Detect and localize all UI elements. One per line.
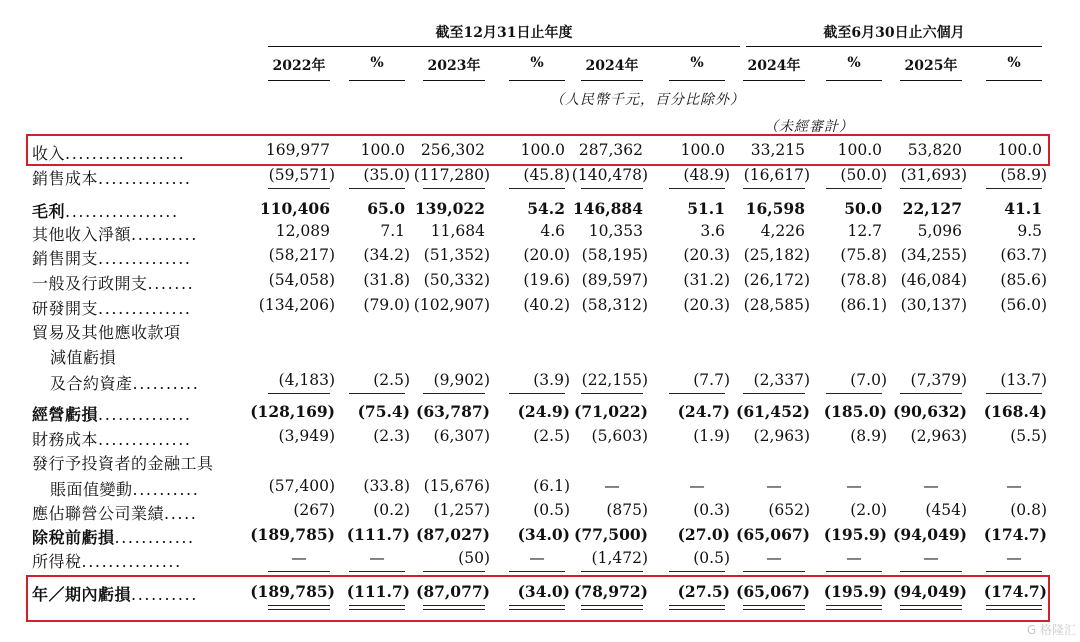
subtotal-underline [268, 571, 330, 572]
column-header-rule [423, 80, 485, 81]
row-label [32, 525, 195, 548]
table-cell: (61,452) [736, 402, 810, 421]
row-label-text: 發行予投資者的金融工具 [32, 454, 214, 473]
watermark-logo: G 格隆汇 [1026, 623, 1076, 637]
table-cell: (20.3) [683, 246, 730, 264]
row-label [50, 477, 199, 500]
table-cell: (875) [606, 501, 648, 519]
table-cell: (174.7) [983, 582, 1047, 601]
table-cell: (24.9) [517, 402, 570, 421]
table-cell: (58,217) [268, 246, 335, 264]
table-cell: 51.1 [687, 199, 725, 218]
table-cell: (90,632) [893, 402, 967, 421]
table-cell: (28,585) [743, 296, 810, 314]
table-cell: — [1006, 477, 1022, 495]
row-label [32, 271, 194, 294]
column-header: % [1007, 55, 1021, 71]
table-cell: (65,067) [736, 582, 810, 601]
column-header: % [847, 55, 861, 71]
table-cell: 4.6 [540, 222, 565, 240]
row-label [32, 222, 198, 245]
row-label-text: 其他收入淨額 [32, 225, 132, 244]
table-cell: — [846, 477, 862, 495]
table-cell: 33,215 [750, 141, 805, 159]
row-label-text: 貿易及其他應收款項 [32, 323, 181, 342]
table-cell: (1,472) [591, 549, 648, 567]
table-cell: (87,077) [416, 582, 490, 601]
subtotal-underline [268, 188, 330, 189]
table-cell: (54,058) [268, 271, 335, 289]
row-leader-dots: ............... [81, 552, 182, 571]
table-cell: 11,684 [430, 222, 485, 240]
table-cell: (5.5) [1010, 427, 1047, 445]
table-cell: 22,127 [902, 199, 962, 218]
table-cell: 256,302 [420, 141, 485, 159]
table-cell: (27.0) [677, 525, 730, 544]
table-cell: (7.7) [693, 371, 730, 389]
table-cell: — [923, 477, 939, 495]
group-title-full-year: 截至12月31日止年度 [435, 25, 573, 41]
table-cell: (2.5) [533, 427, 570, 445]
subtotal-underline [423, 188, 485, 189]
table-cell: (174.7) [983, 525, 1047, 544]
table-cell: 5,096 [917, 222, 962, 240]
table-cell: — [766, 549, 782, 567]
table-cell: — [923, 549, 939, 567]
table-cell: (58.9) [1000, 166, 1047, 184]
table-cell: 54.2 [527, 199, 565, 218]
table-cell: (195.9) [823, 525, 887, 544]
table-cell: (63,787) [416, 402, 490, 421]
table-cell: (168.4) [983, 402, 1047, 421]
table-cell: (7.0) [850, 371, 887, 389]
table-cell: 16,598 [745, 199, 805, 218]
column-header-rule [349, 80, 405, 81]
subtotal-underline [826, 188, 882, 189]
table-cell: (34,255) [900, 246, 967, 264]
column-header-rule [669, 80, 725, 81]
row-leader-dots: ................. [65, 202, 179, 221]
table-cell: (2,963) [753, 427, 810, 445]
table-cell: 100.0 [680, 141, 725, 159]
table-cell: (20.3) [683, 296, 730, 314]
row-leader-dots: ............ [114, 528, 195, 547]
table-cell: (267) [293, 501, 335, 519]
group-rule-full-year [268, 46, 740, 47]
row-label [32, 402, 192, 425]
table-cell: (2,337) [753, 371, 810, 389]
table-cell: (0.5) [533, 501, 570, 519]
table-cell: (652) [768, 501, 810, 519]
highlight-box-net-loss [26, 575, 1050, 622]
subtotal-underline [743, 188, 805, 189]
subtotal-underline [669, 393, 725, 394]
table-cell: (34.0) [517, 525, 570, 544]
table-cell: 65.0 [367, 199, 405, 218]
table-cell: (22,155) [581, 371, 648, 389]
table-cell: 169,977 [265, 141, 330, 159]
table-cell: (8.9) [850, 427, 887, 445]
table-cell: (71,022) [574, 402, 648, 421]
row-label [32, 320, 181, 343]
table-cell: (46,084) [900, 271, 967, 289]
table-cell: (2,963) [910, 427, 967, 445]
table-cell: 139,022 [414, 199, 485, 218]
row-label-text: 年／期內虧損 [32, 585, 132, 604]
row-leader-dots: .............. [98, 430, 192, 449]
column-header: 2022年 [272, 58, 326, 74]
table-cell: — [291, 549, 307, 567]
row-label [32, 199, 179, 222]
table-cell: (1,257) [433, 501, 490, 519]
table-cell: 10,353 [588, 222, 643, 240]
table-cell: (75.4) [357, 402, 410, 421]
table-cell: 100.0 [520, 141, 565, 159]
table-cell: (7,379) [910, 371, 967, 389]
table-cell: 12.7 [847, 222, 882, 240]
table-cell: (50.0) [840, 166, 887, 184]
subtotal-underline [900, 571, 962, 572]
row-label-text: 研發開支 [32, 299, 99, 318]
table-cell: (34.0) [517, 582, 570, 601]
table-cell: — [369, 549, 385, 567]
highlight-box-revenue [26, 134, 1050, 166]
row-label-text: 銷售成本 [32, 169, 99, 188]
column-header: 2025年 [904, 58, 958, 74]
table-cell: (6,307) [433, 427, 490, 445]
row-leader-dots: .......... [131, 585, 198, 604]
table-cell: — [529, 549, 545, 567]
column-header: 2024年 [585, 58, 639, 74]
table-cell: (0.3) [693, 501, 730, 519]
table-cell: (185.0) [823, 402, 887, 421]
table-cell: (15,676) [423, 477, 490, 495]
row-leader-dots: .......... [132, 374, 200, 393]
subtotal-underline [349, 571, 405, 572]
subtotal-underline [986, 571, 1042, 572]
row-leader-dots: .............. [98, 169, 192, 188]
table-cell: (89,597) [581, 271, 648, 289]
subtotal-underline [509, 571, 565, 572]
table-cell: (0.5) [693, 549, 730, 567]
table-cell: 146,884 [572, 199, 643, 218]
table-cell: (454) [925, 501, 967, 519]
unaudited-note: （未經審計） [764, 119, 854, 135]
table-cell: 110,406 [259, 199, 330, 218]
table-cell: (78.8) [840, 271, 887, 289]
table-cell: (33.8) [363, 477, 410, 495]
row-label-text: 銷售開支 [32, 249, 99, 268]
table-cell: (117,280) [413, 166, 490, 184]
table-cell: 7.1 [380, 222, 405, 240]
table-cell: (25,182) [743, 246, 810, 264]
table-cell: 53,820 [907, 141, 962, 159]
subtotal-underline [509, 393, 565, 394]
table-cell: (2.3) [373, 427, 410, 445]
row-label [50, 345, 116, 368]
table-cell: (31.2) [683, 271, 730, 289]
table-cell: (78,972) [574, 582, 648, 601]
table-cell: (16,617) [743, 166, 810, 184]
subtotal-underline [268, 393, 330, 394]
table-cell: 12,089 [275, 222, 330, 240]
table-cell: (134,206) [258, 296, 335, 314]
table-cell: (56.0) [1000, 296, 1047, 314]
column-header: % [530, 55, 544, 71]
subtotal-underline [581, 393, 643, 394]
row-label-text: 賬面值變動 [50, 480, 133, 499]
table-cell: 41.1 [1004, 199, 1042, 218]
table-cell: (27.5) [677, 582, 730, 601]
subtotal-underline [826, 393, 882, 394]
unit-note: （人民幣千元，百分比除外） [550, 92, 745, 108]
table-cell: 3.6 [700, 222, 725, 240]
table-cell: (189,785) [250, 582, 335, 601]
row-label [32, 427, 192, 450]
row-leader-dots: .............. [98, 299, 192, 318]
column-header: 2023年 [427, 58, 481, 74]
table-cell: 4,226 [760, 222, 805, 240]
table-cell: (94,049) [893, 525, 967, 544]
table-cell: (86.1) [840, 296, 887, 314]
row-label-text: 應佔聯營公司業績 [32, 504, 165, 523]
table-cell: (77,500) [574, 525, 648, 544]
row-leader-dots: ..... [164, 504, 198, 523]
table-cell: (79.0) [363, 296, 410, 314]
column-header-rule [986, 80, 1042, 81]
row-label [32, 246, 192, 269]
table-cell: (189,785) [250, 525, 335, 544]
table-cell: (59,571) [268, 166, 335, 184]
table-cell: (111.7) [346, 582, 410, 601]
subtotal-underline [900, 188, 962, 189]
row-label [50, 371, 199, 394]
row-label-text: 財務成本 [32, 430, 99, 449]
row-label [32, 451, 214, 474]
column-header-rule [743, 80, 805, 81]
table-cell: (20.0) [523, 246, 570, 264]
row-leader-dots: ....... [147, 274, 195, 293]
table-cell: (40.2) [523, 296, 570, 314]
table-cell: 9.5 [1017, 222, 1042, 240]
table-cell: (6.1) [533, 477, 570, 495]
table-cell: (51,352) [423, 246, 490, 264]
table-cell: (3.9) [533, 371, 570, 389]
row-leader-dots: .................. [65, 144, 186, 163]
row-label-text: 所得稅 [32, 552, 82, 571]
row-label [32, 501, 197, 524]
subtotal-underline [743, 393, 805, 394]
table-cell: (58,195) [581, 246, 648, 264]
table-cell: (128,169) [250, 402, 335, 421]
table-cell: (1.9) [693, 427, 730, 445]
subtotal-underline [349, 188, 405, 189]
table-cell: (140,478) [571, 166, 648, 184]
table-cell: — [689, 477, 705, 495]
column-header-rule [268, 80, 330, 81]
table-cell: (45.8) [523, 166, 570, 184]
column-header: 2024年 [747, 58, 801, 74]
row-label [32, 549, 182, 572]
table-cell: (195.9) [823, 582, 887, 601]
table-cell: (85.6) [1000, 271, 1047, 289]
table-cell: (65,067) [736, 525, 810, 544]
group-title-six-months: 截至6月30日止六個月 [823, 25, 965, 41]
table-cell: (31,693) [900, 166, 967, 184]
row-leader-dots: .......... [131, 225, 198, 244]
table-cell: (31.8) [363, 271, 410, 289]
subtotal-underline [423, 393, 485, 394]
table-cell: (75.8) [840, 246, 887, 264]
table-cell: (30,137) [900, 296, 967, 314]
table-cell: — [846, 549, 862, 567]
column-header-rule [581, 80, 643, 81]
row-label-text: 經營虧損 [32, 405, 99, 424]
table-cell: (63.7) [1000, 246, 1047, 264]
table-cell: (58,312) [581, 296, 648, 314]
subtotal-underline [581, 188, 643, 189]
table-cell: (111.7) [346, 525, 410, 544]
table-cell: (34.2) [363, 246, 410, 264]
table-cell: — [604, 477, 620, 495]
table-cell: (87,027) [416, 525, 490, 544]
subtotal-underline [743, 571, 805, 572]
subtotal-underline [581, 571, 643, 572]
column-header-rule [900, 80, 962, 81]
table-cell: (24.7) [677, 402, 730, 421]
row-leader-dots: .......... [132, 480, 200, 499]
subtotal-underline [509, 188, 565, 189]
row-label-text: 除稅前虧損 [32, 528, 115, 547]
row-label-text: 毛利 [32, 202, 66, 221]
table-cell: (0.2) [373, 501, 410, 519]
row-label [32, 166, 192, 189]
table-cell: 100.0 [997, 141, 1042, 159]
table-cell: (48.9) [683, 166, 730, 184]
table-cell: (2.0) [850, 501, 887, 519]
table-cell: (19.6) [523, 271, 570, 289]
group-rule-six-months [746, 46, 1042, 47]
table-cell: (3,949) [278, 427, 335, 445]
row-leader-dots: .............. [98, 249, 192, 268]
subtotal-underline [900, 393, 962, 394]
table-cell: — [766, 477, 782, 495]
table-cell: (50,332) [423, 271, 490, 289]
table-cell: (13.7) [1000, 371, 1047, 389]
table-cell: (26,172) [743, 271, 810, 289]
table-cell: (94,049) [893, 582, 967, 601]
table-cell: (2.5) [373, 371, 410, 389]
row-label-text: 及合約資產 [50, 374, 133, 393]
table-cell: (50) [458, 549, 490, 567]
row-leader-dots: .............. [98, 405, 192, 424]
subtotal-underline [423, 571, 485, 572]
column-header-rule [826, 80, 882, 81]
subtotal-underline [669, 188, 725, 189]
table-cell: (102,907) [413, 296, 490, 314]
table-cell: 287,362 [578, 141, 643, 159]
row-label [32, 296, 192, 319]
table-cell: (4,183) [278, 371, 335, 389]
column-header: % [370, 55, 384, 71]
subtotal-underline [986, 393, 1042, 394]
column-header: % [690, 55, 704, 71]
table-cell: (35.0) [363, 166, 410, 184]
subtotal-underline [986, 188, 1042, 189]
row-label-text: 收入 [32, 144, 66, 163]
row-label-text: 減值虧損 [50, 348, 117, 367]
table-cell: (5,603) [591, 427, 648, 445]
table-cell: — [1006, 549, 1022, 567]
column-header-rule [509, 80, 565, 81]
subtotal-underline [826, 571, 882, 572]
subtotal-underline [349, 393, 405, 394]
table-cell: (9,902) [433, 371, 490, 389]
table-cell: 100.0 [837, 141, 882, 159]
table-cell: 50.0 [844, 199, 882, 218]
table-cell: (57,400) [268, 477, 335, 495]
table-cell: (0.8) [1010, 501, 1047, 519]
row-label-text: 一般及行政開支 [32, 274, 148, 293]
subtotal-underline [669, 571, 725, 572]
table-cell: 100.0 [360, 141, 405, 159]
